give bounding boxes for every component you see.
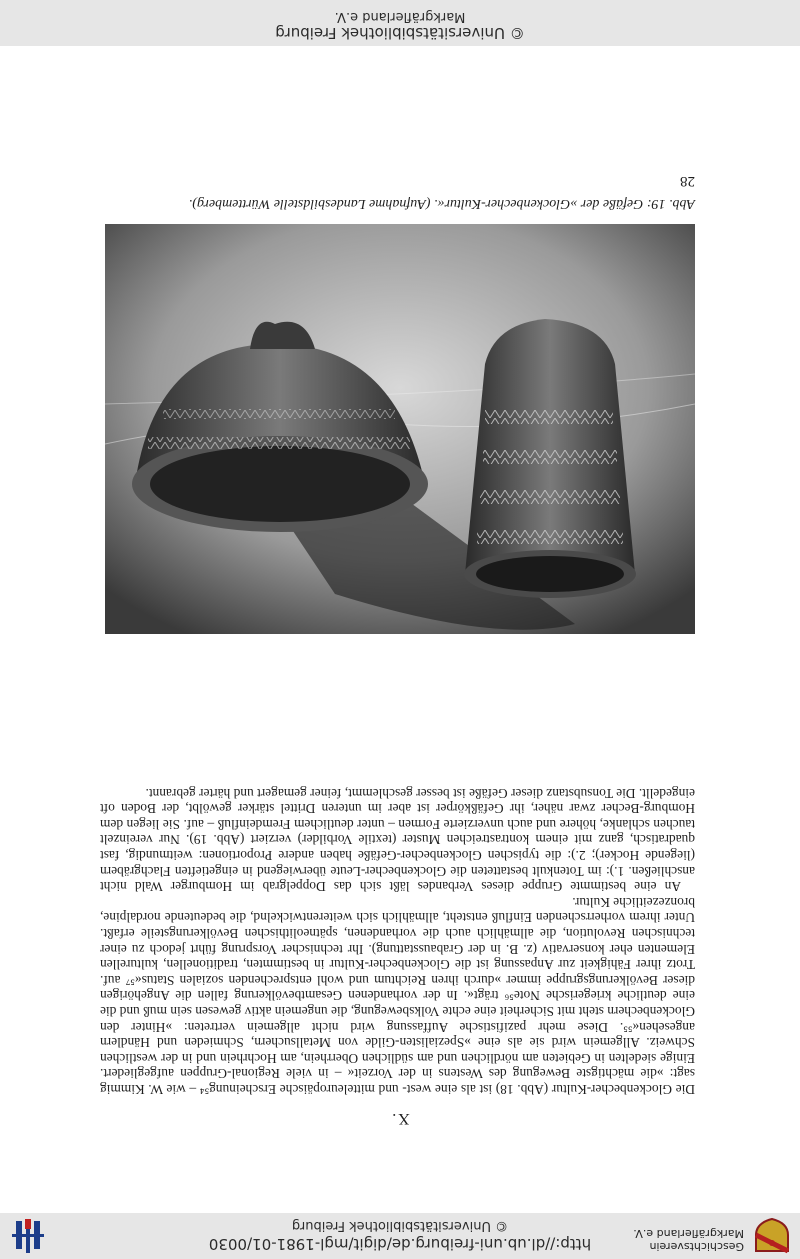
viewer-footer — [0, 0, 800, 46]
page-number: 28 — [680, 173, 695, 189]
body-text — [100, 785, 695, 1097]
figure-caption: Abb. 19: Gefäße der »Glockenbecher-Kultur«. (Aufnahme Landesbildstelle Württemberg). — [188, 196, 695, 211]
footer-society: Markgräflerland e.V. — [334, 9, 466, 24]
paragraph-1: Die Glockenbecher-Kultur (Abb. 18) ist als eine west- und mitteleuropäische Erscheinung⁵⁴ – wie W. Kimmig sagt: »die mächtigste Bewegung des Westens in der Vorzeit« – in viele Regional-Gruppen aufgegliedert. Einige siedelten in Gebieten am nördlichen und am südlichen Oberrhein, am Hochrhein und in der westlichen Schweiz. Allgemein wird sie als eine »Spezialisten-Gilde von Metallsuchern, Schmieden und Händlern angesehen«⁵⁵. Diese mehr pazifistische Auffassung wird nicht allgemein vertreten: »Hinter den Glockenbechern steht mit Sicherheit eine echte Volksbewegung, die ungemein aktiv gewesen sein muß und die eine deutliche kriegerische Note⁵⁶ trägt«. In der vorhandenen Gesamtbevölkerung fallen die Angehörigen dieser Bevölkerungsgruppe immer »durch ihren Reichtum und wohl entsprechenden sozialen Status«⁵⁷ auf. Trotz ihrer Fähigkeit zur Anpassung ist die Glockenbecher-Kultur in bestimmten, traditionellen, kulturellen Elementen eher konservativ (z. B. in der Grabausstattung). Ihr technischer Vorsprung führt jedoch zu einer technischen Revolution, die allmählich auch die vorhandenen, spätneolithischen Bevölkerungsteile erfaßt. Unter ihrem vorherrschenden Einfluß entsteht, allmählich sich weiterentwickelnd, die bedeutende nordalpine, bronzezeitliche Kultur. — [100, 894, 695, 1097]
section-heading: X. — [390, 1110, 410, 1127]
footer-copyright: © Universitätsbibliothek Freiburg — [275, 24, 525, 42]
viewer-header — [0, 1213, 800, 1259]
university-logo-icon — [8, 1217, 48, 1255]
beakers-photo-icon — [105, 224, 695, 634]
copyright-notice: © Universitätsbibliothek Freiburg — [291, 1218, 509, 1233]
document-url[interactable]: http://dl.ub.uni-freiburg.de/digit/mgl-1981-01/0030 — [208, 1235, 592, 1253]
figure-photo — [105, 224, 695, 634]
paragraph-2: An eine bestimmte Gruppe dieses Verbandes läßt sich das Doppelgrab im Homburger Wald nicht anschließen. 1.): im Totenkult bestatteten die Glockenbecher-Leute überwiegend in eingetieften Flachgräbern (liegende Hocker); 2.): die typischen Glockenbecher-Gefäße haben andere Proportionen: weitmundig, fast quadratisch, ganz mit einem kontrastreichen Muster (textile Vorbilder) verziert (Abb. 19). Nur vereinzelt tauchen schlanke, höhere und auch unverzierte Formen – unter deutlichem Fremdeinfluß – auf. Sie liegen dem Homburg-Becher zwar näher, ihr Gefäßkörper ist aber im unteren Drittel stärker gewölbt, der Boden oft eingedellt. Die Tonsubstanz dieser Gefäße ist besser geschlemmt, feiner gemagert und härter gebrannt. — [100, 785, 695, 895]
society-name: Geschichtsverein Markgräflerland e.V. — [633, 1227, 744, 1253]
